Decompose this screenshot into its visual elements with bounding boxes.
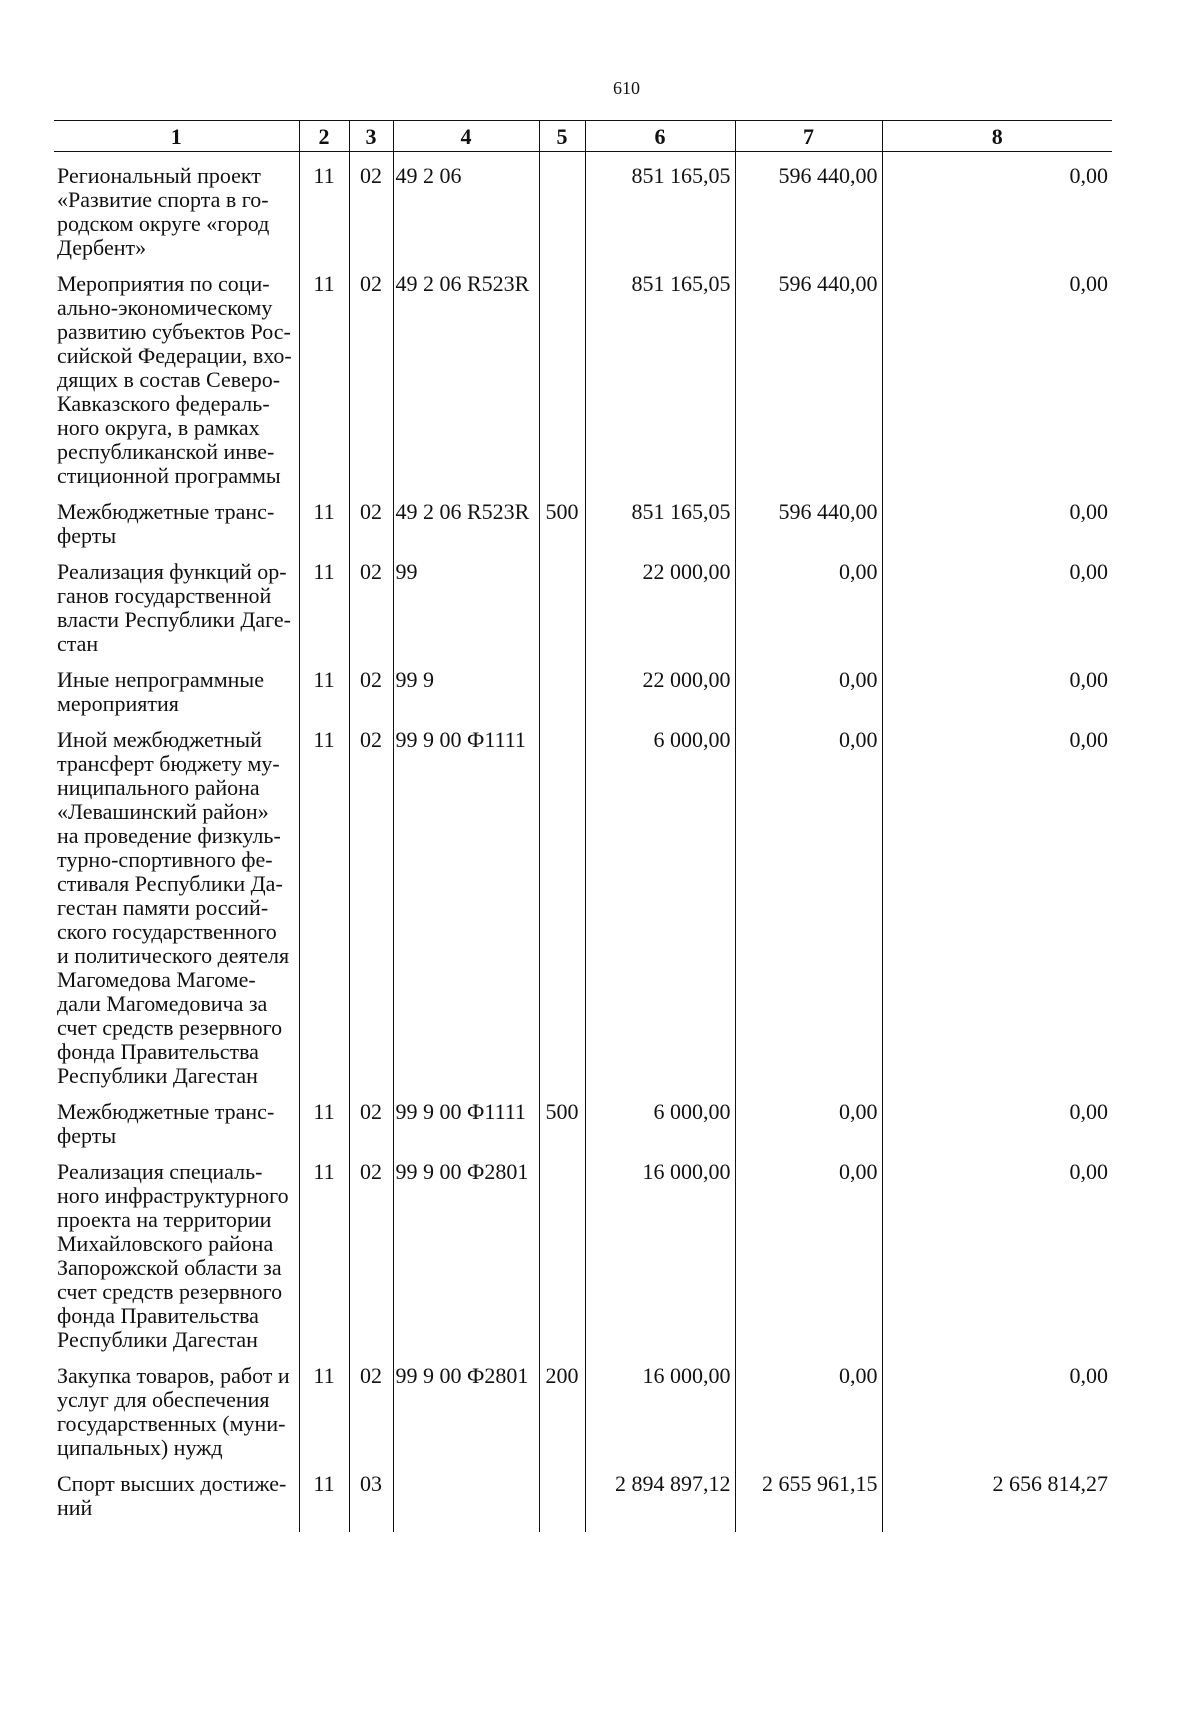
row-name-line: стиционной программы [57, 463, 281, 488]
amount-col7-cell: 0,00 [735, 1352, 882, 1460]
expense-type-cell: 500 [539, 1088, 585, 1148]
table-row [54, 656, 1112, 716]
expense-type-cell [539, 152, 585, 261]
row-name-line: ферты [57, 523, 117, 548]
target-article-cell: 99 9 00 Ф2801 [393, 1148, 539, 1352]
row-name-line: ально-экономическому [57, 295, 273, 320]
amount-col8-cell: 0,00 [882, 716, 1112, 1088]
row-name-line: фонда Правительства [57, 1303, 259, 1328]
section-code-cell: 11 [299, 260, 349, 488]
expense-type-cell [539, 1148, 585, 1352]
subsection-code-cell: 02 [349, 1352, 393, 1460]
column-header: 6 [585, 121, 735, 152]
subsection-code-cell: 02 [349, 656, 393, 716]
target-article-cell: 49 2 06 [393, 152, 539, 261]
section-code-cell: 11 [299, 548, 349, 656]
column-header: 7 [735, 121, 882, 152]
amount-col7-cell: 0,00 [735, 716, 882, 1088]
row-name-line: Кавказского федераль- [57, 391, 270, 416]
row-name-cell [54, 656, 299, 716]
table-row [54, 1148, 1112, 1352]
budget-table [54, 120, 1112, 1532]
amount-col6-cell: 851 165,05 [585, 260, 735, 488]
table-row [54, 260, 1112, 488]
row-name-line: турно-спортивного фе- [57, 847, 273, 872]
expense-type-cell: 500 [539, 488, 585, 548]
section-code-cell: 11 [299, 488, 349, 548]
target-article-cell: 99 9 00 Ф1111 [393, 1088, 539, 1148]
row-name-line: фонда Правительства [57, 1039, 259, 1064]
amount-col8-cell: 0,00 [882, 548, 1112, 656]
amount-col6-cell: 22 000,00 [585, 548, 735, 656]
table-row [54, 716, 1112, 1088]
row-name-line: и политического деятеля [57, 943, 290, 968]
expense-type-cell: 200 [539, 1352, 585, 1460]
target-article-cell: 49 2 06 R523R [393, 260, 539, 488]
target-article-cell: 99 9 00 Ф1111 [393, 716, 539, 1088]
row-name-cell [54, 488, 299, 548]
row-name-line: ферты [57, 1123, 117, 1148]
subsection-code-cell: 03 [349, 1460, 393, 1532]
row-name-line: гестан памяти россий- [57, 895, 269, 920]
amount-col7-cell: 2 655 961,15 [735, 1460, 882, 1532]
expense-type-cell [539, 260, 585, 488]
subsection-code-cell: 02 [349, 1148, 393, 1352]
row-name-line: Региональный проект [57, 163, 261, 188]
row-name-line: Иной межбюджетный [57, 727, 262, 752]
row-name-line: стан [57, 631, 99, 656]
row-name-line: Реализация функций ор- [57, 559, 287, 584]
amount-col8-cell: 0,00 [882, 656, 1112, 716]
row-name-line: ципальных) нужд [57, 1435, 223, 1460]
page-number: 610 [613, 78, 640, 98]
row-name-cell [54, 260, 299, 488]
row-name-line: Магомедова Магоме- [57, 967, 256, 992]
row-name-line: ного инфраструктурного [57, 1183, 289, 1208]
row-name-line: Межбюджетные транс- [57, 499, 275, 524]
row-name-line: Дербент» [57, 235, 147, 260]
amount-col7-cell: 596 440,00 [735, 152, 882, 261]
column-header: 5 [539, 121, 585, 152]
row-name-line: Реализация специаль- [57, 1159, 263, 1184]
row-name-line: сийской Федерации, вхо- [57, 343, 292, 368]
target-article-cell: 99 9 00 Ф2801 [393, 1352, 539, 1460]
table-row [54, 152, 1112, 261]
amount-col6-cell: 2 894 897,12 [585, 1460, 735, 1532]
amount-col6-cell: 16 000,00 [585, 1148, 735, 1352]
expense-type-cell [539, 1460, 585, 1532]
section-code-cell: 11 [299, 1460, 349, 1532]
subsection-code-cell: 02 [349, 548, 393, 656]
subsection-code-cell: 02 [349, 716, 393, 1088]
amount-col7-cell: 596 440,00 [735, 488, 882, 548]
row-name-line: ний [57, 1495, 93, 1520]
row-name-line: Межбюджетные транс- [57, 1099, 275, 1124]
amount-col7-cell: 596 440,00 [735, 260, 882, 488]
amount-col6-cell: 851 165,05 [585, 488, 735, 548]
target-article-cell: 99 9 [393, 656, 539, 716]
expense-type-cell [539, 716, 585, 1088]
row-name-line: родском округе «город [57, 211, 270, 236]
amount-col7-cell: 0,00 [735, 548, 882, 656]
row-name-line: Закупка товаров, работ и [57, 1363, 290, 1388]
amount-col8-cell: 2 656 814,27 [882, 1460, 1112, 1532]
table-row [54, 548, 1112, 656]
row-name-cell [54, 1352, 299, 1460]
subsection-code-cell: 02 [349, 488, 393, 548]
column-header: 1 [54, 121, 299, 152]
row-name-line: дали Магомедовича за [57, 991, 268, 1016]
row-name-cell [54, 1088, 299, 1148]
amount-col7-cell: 0,00 [735, 1148, 882, 1352]
row-name-cell [54, 1460, 299, 1532]
row-name-line: «Развитие спорта в го- [57, 187, 269, 212]
expense-type-cell [539, 548, 585, 656]
amount-col6-cell: 851 165,05 [585, 152, 735, 261]
amount-col8-cell: 0,00 [882, 1352, 1112, 1460]
row-name-line: трансферт бюджету му- [57, 751, 280, 776]
amount-col6-cell: 6 000,00 [585, 716, 735, 1088]
row-name-line: Спорт высших достиже- [57, 1471, 287, 1496]
row-name-cell [54, 716, 299, 1088]
row-name-line: дящих в состав Северо- [57, 367, 281, 392]
row-name-line: государственных (муни- [57, 1411, 286, 1436]
row-name-line: счет средств резервного [57, 1279, 283, 1304]
subsection-code-cell: 02 [349, 260, 393, 488]
column-header: 4 [393, 121, 539, 152]
table-row [54, 1352, 1112, 1460]
row-name-cell [54, 548, 299, 656]
header-row [54, 121, 1112, 152]
row-name-line: счет средств резервного [57, 1015, 283, 1040]
row-name-line: ного округа, в рамках [57, 415, 260, 440]
section-code-cell: 11 [299, 716, 349, 1088]
row-name-line: мероприятия [57, 691, 179, 716]
row-name-line: услуг для обеспечения [57, 1387, 270, 1412]
row-name-line: республиканской инве- [57, 439, 275, 464]
row-name-line: ского государственного [57, 919, 277, 944]
column-header: 2 [299, 121, 349, 152]
row-name-line: ганов государственной [57, 583, 272, 608]
row-name-line: развитию субъектов Рос- [57, 319, 291, 344]
amount-col8-cell: 0,00 [882, 488, 1112, 548]
amount-col8-cell: 0,00 [882, 260, 1112, 488]
section-code-cell: 11 [299, 1148, 349, 1352]
target-article-cell [393, 1460, 539, 1532]
row-name-cell [54, 152, 299, 261]
column-header: 3 [349, 121, 393, 152]
section-code-cell: 11 [299, 656, 349, 716]
amount-col7-cell: 0,00 [735, 656, 882, 716]
target-article-cell: 99 [393, 548, 539, 656]
row-name-line: на проведение физкуль- [57, 823, 281, 848]
target-article-cell: 49 2 06 R523R [393, 488, 539, 548]
subsection-code-cell: 02 [349, 1088, 393, 1148]
subsection-code-cell: 02 [349, 152, 393, 261]
row-name-line: стиваля Республики Да- [57, 871, 283, 896]
row-name-line: Иные непрограммные [57, 667, 264, 692]
section-code-cell: 11 [299, 1352, 349, 1460]
amount-col6-cell: 22 000,00 [585, 656, 735, 716]
section-code-cell: 11 [299, 1088, 349, 1148]
table-row [54, 488, 1112, 548]
amount-col8-cell: 0,00 [882, 152, 1112, 261]
row-name-cell [54, 1148, 299, 1352]
expense-type-cell [539, 656, 585, 716]
row-name-line: Мероприятия по соци- [57, 271, 270, 296]
table-row [54, 1460, 1112, 1532]
table-body [54, 152, 1112, 1533]
row-name-line: Республики Дагестан [57, 1327, 258, 1352]
row-name-line: «Левашинский район» [57, 799, 269, 824]
amount-col7-cell: 0,00 [735, 1088, 882, 1148]
row-name-line: Республики Дагестан [57, 1063, 258, 1088]
row-name-line: Запорожской области за [57, 1255, 282, 1280]
amount-col8-cell: 0,00 [882, 1088, 1112, 1148]
row-name-line: Михайловского района [57, 1231, 274, 1256]
column-header: 8 [882, 121, 1112, 152]
amount-col6-cell: 16 000,00 [585, 1352, 735, 1460]
section-code-cell: 11 [299, 152, 349, 261]
row-name-line: власти Республики Даге- [57, 607, 291, 632]
amount-col6-cell: 6 000,00 [585, 1088, 735, 1148]
amount-col8-cell: 0,00 [882, 1148, 1112, 1352]
table-row [54, 1088, 1112, 1148]
row-name-line: ниципального района [57, 775, 260, 800]
row-name-line: проекта на территории [57, 1207, 272, 1232]
